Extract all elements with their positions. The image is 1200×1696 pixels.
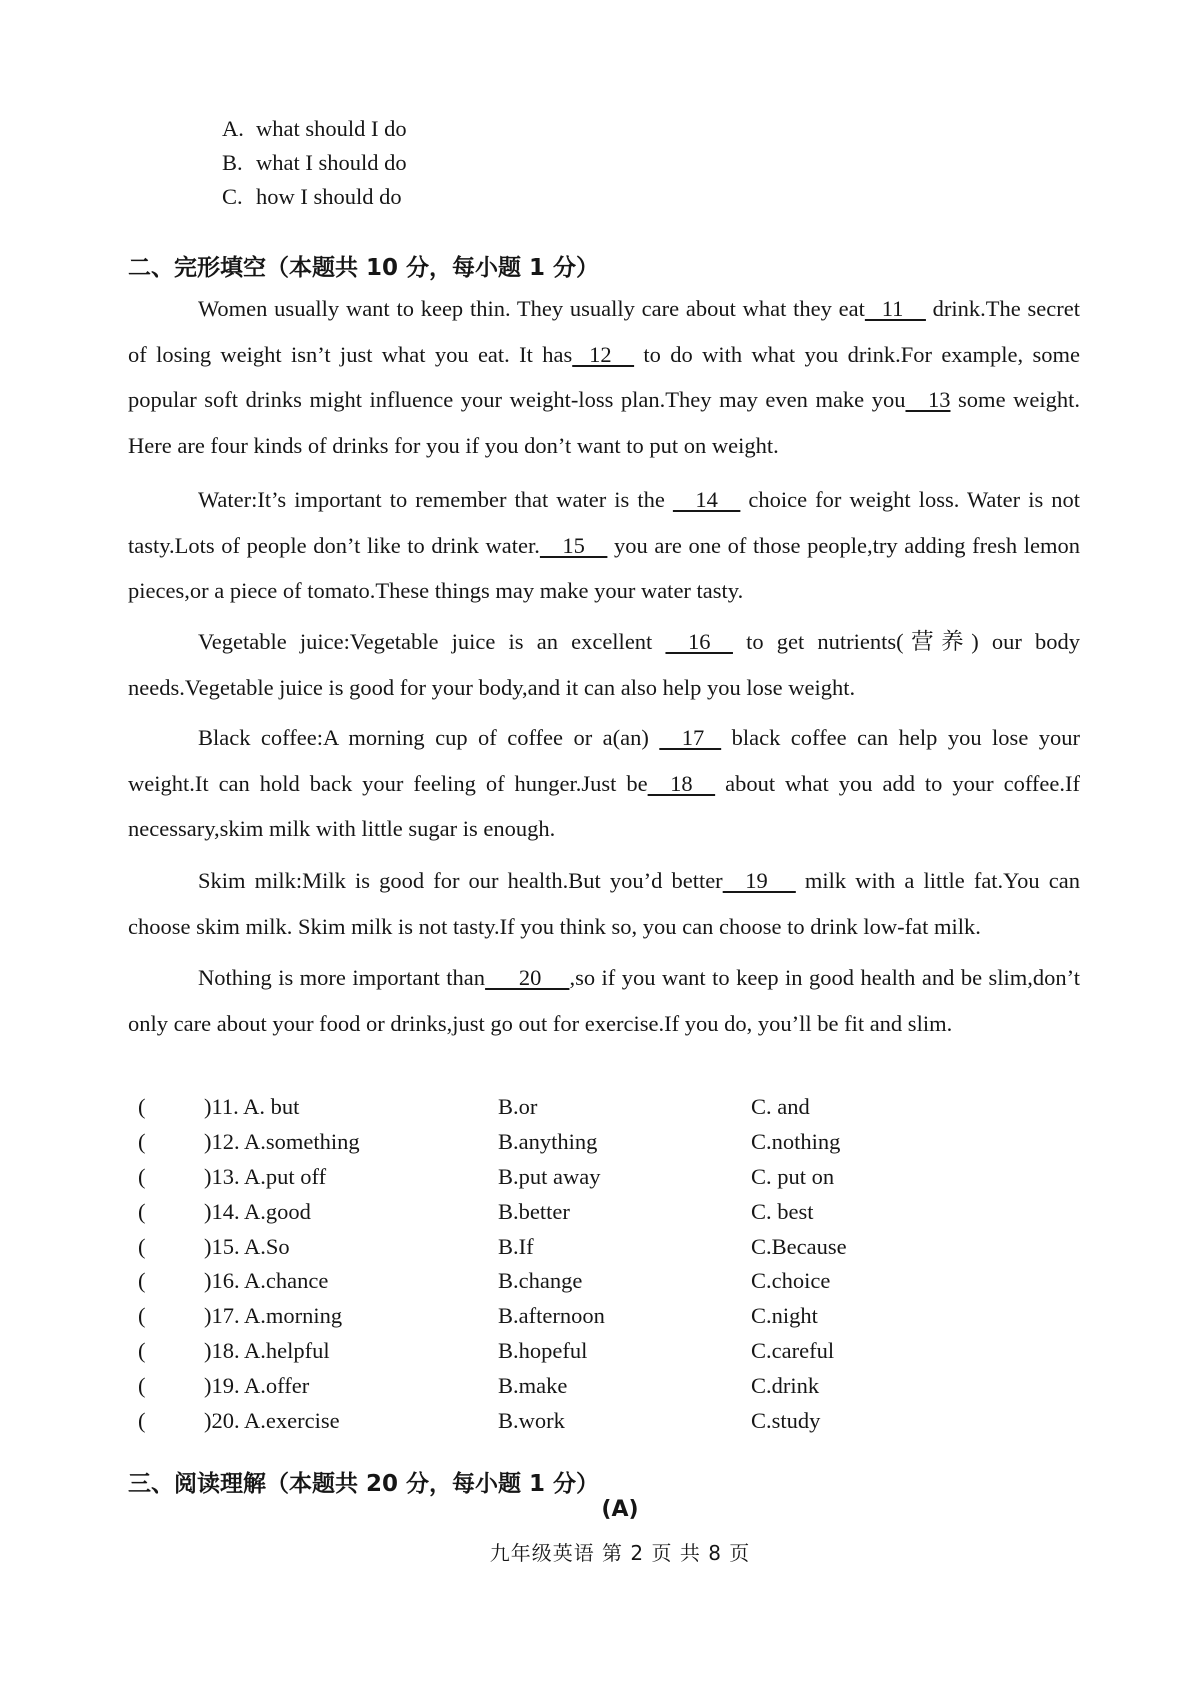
passage-label-a: (A) xyxy=(601,1497,639,1522)
option-a: )19. A.offer xyxy=(204,1373,310,1399)
blank-19: 19 xyxy=(722,868,796,893)
option-c: C. and xyxy=(751,1094,810,1119)
option-a: )12. A.something xyxy=(204,1128,360,1154)
passage-text: Women usually want to keep thin. They usually care about what they eat xyxy=(198,296,865,321)
option-text: what I should do xyxy=(256,150,407,175)
passage-text: black coffee can help you lose your weight.It can hold back your feeling of hunger.Just be xyxy=(128,725,1080,796)
answer-bracket: ( xyxy=(138,1163,146,1189)
option-c: C.study xyxy=(751,1408,821,1434)
option-c: C.Because xyxy=(751,1233,847,1259)
passage-text: some weight. Here are four kinds of drinks for you if you don’t want to put on weight. xyxy=(128,387,1080,458)
section-three-heading: 三、阅读理解（本题共 20 分，每小题 1 分） xyxy=(128,1471,600,1497)
option-a: )16. A.chance xyxy=(204,1268,329,1294)
option-b: B.better xyxy=(498,1198,570,1224)
answer-bracket: ( xyxy=(138,1338,146,1364)
option-a: )14. A.good xyxy=(204,1198,311,1224)
passage-text: to do with what you drink.For example, some popular soft drinks might influence your weight-loss plan.They may even make you xyxy=(128,341,1080,412)
page-footer: 九年级英语 第 2 页 共 8 页 xyxy=(489,1541,751,1565)
option-b: B.put away xyxy=(498,1163,601,1189)
blank-16: 16 xyxy=(665,629,733,654)
answer-bracket: ( xyxy=(138,1198,146,1224)
blank-11: 11 xyxy=(864,296,926,321)
option-c xyxy=(222,180,407,214)
option-b: B.hopeful xyxy=(498,1338,588,1364)
passage-paragraph-5 xyxy=(128,858,1080,949)
option-c: C.drink xyxy=(751,1373,820,1399)
option-text: what should I do xyxy=(256,116,407,141)
passage-text: Black coffee:A morning cup of coffee or a(an) xyxy=(198,725,660,750)
answer-bracket: ( xyxy=(138,1408,146,1434)
passage-text: ,so if you want to keep in good health and be slim,don’t only care about your food or drinks,just go out for exercise.If you do, you’ll be fit and slim. xyxy=(128,965,1080,1036)
option-letter: C. xyxy=(222,184,243,209)
option-c: C. best xyxy=(751,1198,814,1224)
passage-paragraph-1 xyxy=(128,286,1080,468)
option-a: )20. A.exercise xyxy=(204,1408,340,1434)
option-b: B.If xyxy=(498,1233,534,1259)
blank-18: 18 xyxy=(647,770,716,796)
option-b xyxy=(222,146,407,180)
answer-bracket: ( xyxy=(138,1373,146,1399)
option-text: how I should do xyxy=(256,184,402,209)
answer-bracket: ( xyxy=(138,1233,146,1259)
section-two-heading: 二、完形填空（本题共 10 分，每小题 1 分） xyxy=(128,255,600,281)
option-a: )13. A.put off xyxy=(204,1163,327,1189)
passage-text: milk with a little fat.You can choose skim milk. Skim milk is not tasty.If you think so, you can choose to drink low-fat milk. xyxy=(128,868,1081,939)
option-a: )11. A. but xyxy=(204,1094,300,1119)
passage-paragraph-2 xyxy=(128,477,1080,614)
passage-text: Skim milk:Milk is good for our health.But you’d better xyxy=(198,868,723,893)
blank-13: 13 xyxy=(905,387,951,412)
option-letter: B. xyxy=(222,150,243,175)
blank-17: 17 xyxy=(659,725,722,750)
option-c: C.careful xyxy=(751,1338,835,1364)
previous-question-options xyxy=(222,112,407,214)
option-a: )18. A.helpful xyxy=(204,1338,330,1364)
option-a xyxy=(222,112,407,146)
passage-text: Nothing is more important than xyxy=(198,965,486,990)
blank-14: 14 xyxy=(672,487,741,512)
option-b: B.anything xyxy=(498,1128,598,1154)
answer-bracket: ( xyxy=(138,1094,146,1119)
passage-text: about what you add to your coffee.If necessary,skim milk with little sugar is enough. xyxy=(128,770,1081,841)
passage-text: Vegetable juice:Vegetable juice is an excellent xyxy=(198,629,666,654)
option-b: B.afternoon xyxy=(498,1303,605,1329)
option-b: B.make xyxy=(498,1373,568,1399)
option-b: B.work xyxy=(498,1408,565,1434)
passage-paragraph-3 xyxy=(128,619,1080,710)
passage-text: Water:It’s important to remember that water is the xyxy=(198,487,673,512)
passage-text: you are one of those people,try adding fresh lemon pieces,or a piece of tomato.These things may make your water tasty. xyxy=(128,532,1080,603)
option-letter: A. xyxy=(222,116,244,141)
passage-paragraph-6 xyxy=(128,955,1080,1046)
passage-paragraph-4 xyxy=(128,715,1080,852)
answer-bracket: ( xyxy=(138,1128,146,1154)
option-c: C. put on xyxy=(751,1163,835,1189)
option-c: C.choice xyxy=(751,1268,831,1294)
passage-text: choice for weight loss. Water is not tasty.Lots of people don’t like to drink water. xyxy=(128,487,1080,558)
passage-text: drink.The secret of losing weight isn’t just what you eat. It has xyxy=(128,296,1081,367)
blank-20: 20 xyxy=(485,965,570,990)
option-c: C.nothing xyxy=(751,1128,841,1154)
option-b: B.change xyxy=(498,1268,583,1294)
option-c: C.night xyxy=(751,1303,818,1329)
answer-bracket: ( xyxy=(138,1268,146,1294)
blank-15: 15 xyxy=(539,532,608,558)
option-b: B.or xyxy=(498,1094,538,1119)
option-a: )15. A.So xyxy=(204,1233,290,1259)
blank-12: 12 xyxy=(572,341,635,367)
answer-bracket: ( xyxy=(138,1303,146,1329)
option-a: )17. A.morning xyxy=(204,1303,343,1329)
passage-text: to get nutrients(营养) our body needs.Vegetable juice is good for your body,and it can also help you lose weight. xyxy=(128,629,1080,700)
